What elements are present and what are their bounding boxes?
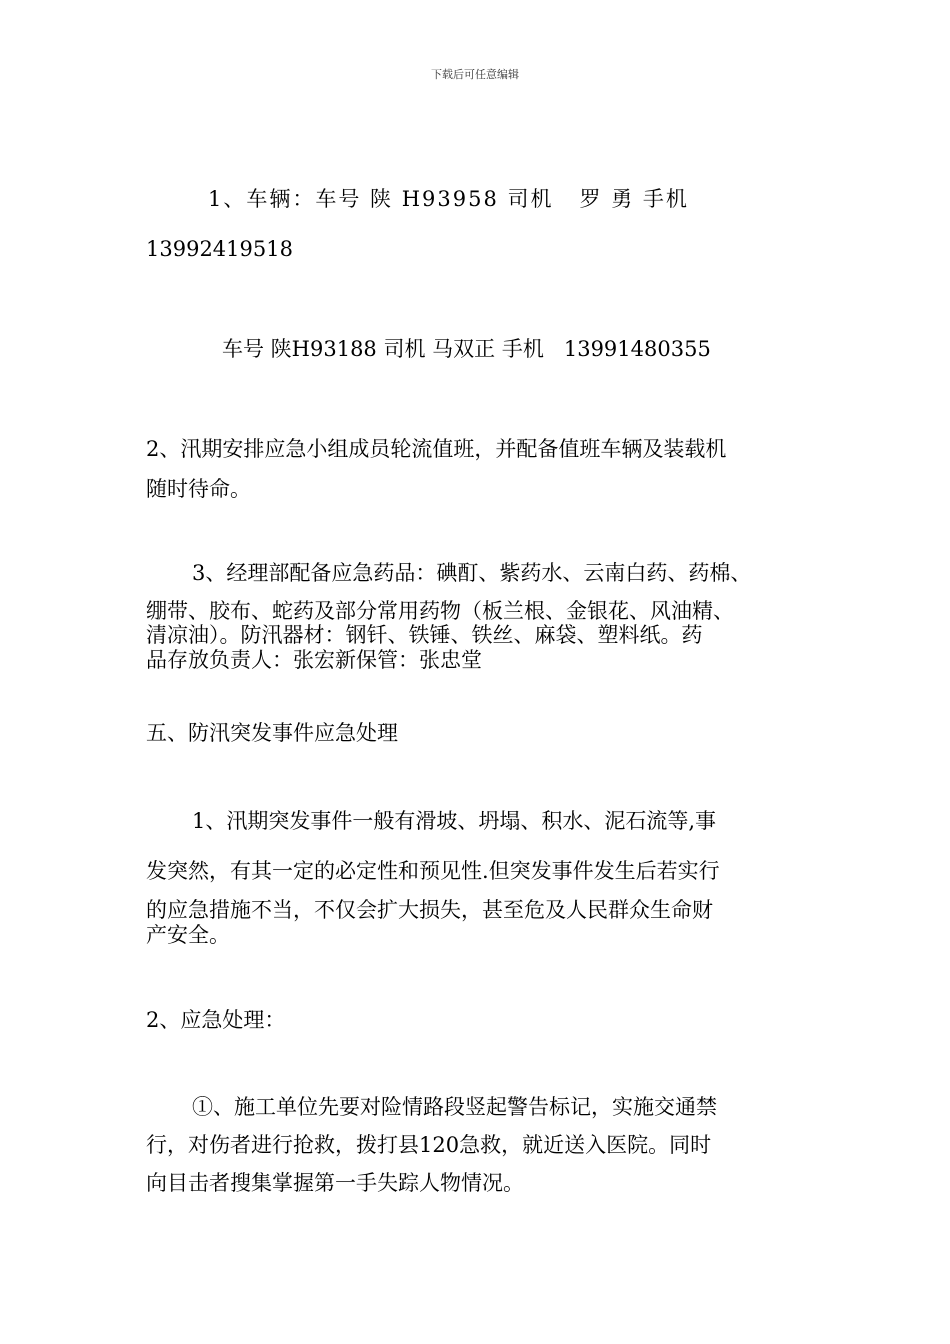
paragraph-handling-line-1: ①、施工单位先要对险情路段竖起警告标记，实施交通禁 [192,1095,717,1119]
subheading-handling: 2、应急处理： [146,1008,286,1032]
paragraph-medicine-line-2: 绷带、胶布、蛇药及部分常用药物（板兰根、金银花、风油精、 [146,599,734,623]
vehicle-line-1: 1、车辆：车号 陕 H93958 司机 罗 勇 手机 [208,187,689,211]
page-header-note: 下载后可任意编辑 [431,68,519,81]
paragraph-medicine-line-3: 清凉油）。防汛器材：钢钎、铁锤、铁丝、麻袋、塑料纸。药 [146,623,703,647]
paragraph-medicine-line-1: 3、经理部配备应急药品：碘酊、紫药水、云南白药、药棉、 [192,561,752,585]
vehicle-line-1-phone: 13992419518 [146,237,293,261]
paragraph-emergency-line-1: 1、汛期突发事件一般有滑坡、坍塌、积水、泥石流等,事 [192,809,717,833]
vehicle-line-2: 车号 陕H93188 司机 马双正 手机 13991480355 [222,337,711,361]
paragraph-emergency-line-4: 产安全。 [146,923,230,947]
paragraph-handling-line-2: 行，对伤者进行抢救，拨打县120急救，就近送入医院。同时 [146,1133,712,1157]
paragraph-handling-line-3: 向目击者搜集掌握第一手失踪人物情况。 [146,1171,524,1195]
section-heading-five: 五、防汛突发事件应急处理 [146,721,398,745]
paragraph-duty-line-2: 随时待命。 [146,477,251,501]
paragraph-emergency-line-2: 发突然，有其一定的必定性和预见性.但突发事件发生后若实行 [146,859,720,883]
paragraph-duty-line-1: 2、汛期安排应急小组成员轮流值班，并配备值班车辆及装载机 [146,437,727,461]
paragraph-emergency-line-3: 的应急措施不当，不仅会扩大损失，甚至危及人民群众生命财 [146,898,713,922]
paragraph-medicine-line-4: 品存放负责人：张宏新保管：张忠堂 [146,648,482,672]
